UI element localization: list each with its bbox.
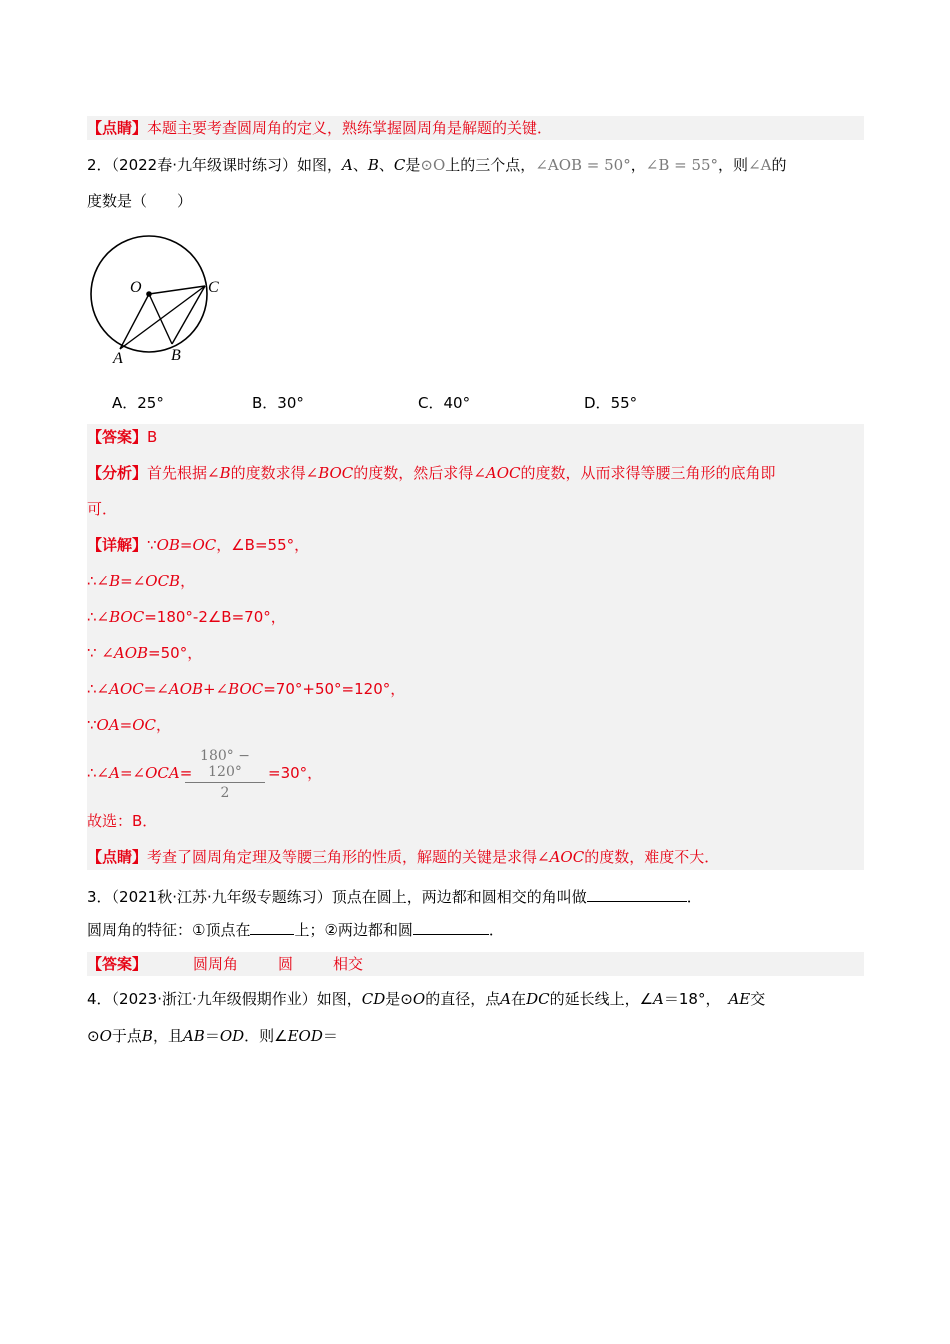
dianjing-expr: ∠AOC (537, 848, 585, 866)
q4-var: A (653, 990, 664, 1008)
q4-text: ，且 (152, 1027, 183, 1045)
q4-text: ＝ (204, 1027, 220, 1045)
blank-2[interactable] (250, 918, 294, 935)
option-value: 55° (610, 394, 638, 412)
q3-text: 顶点在圆上，两边都和圆相交的角叫做 (331, 888, 587, 906)
q2-analysis-line2: 可． (87, 500, 118, 518)
q3-number: 3． (87, 888, 112, 906)
detail-post: =50°， (148, 644, 203, 662)
q4-text: 交 (750, 990, 766, 1008)
analysis-text: 的度数，从而求得等腰三角形的底角即 (520, 464, 776, 482)
q2-var-c: C (393, 156, 406, 174)
q4-var: O (99, 1027, 112, 1045)
detail-post: ， (156, 716, 172, 734)
q2-sep: ， (630, 156, 646, 174)
q2-text: 的 (771, 156, 787, 174)
detail-pre: ∵ (87, 716, 97, 734)
q2-answer (87, 426, 157, 448)
label-o: O (130, 279, 142, 296)
dianjing-text: 的度数，难度不大． (584, 848, 720, 866)
q4-var: OD (219, 1027, 245, 1045)
q2-text: 上的三个点， (445, 156, 536, 174)
detail-expr: OB=OC (156, 536, 217, 554)
q2-text: ，则 (718, 156, 749, 174)
segment-bc (172, 286, 205, 344)
center-point (146, 291, 152, 297)
q4-text: 于点 (111, 1027, 142, 1045)
label-a: A (113, 350, 123, 367)
detail-expr: OA=OC (96, 716, 157, 734)
option-letter: C． (418, 394, 444, 412)
segment-oa (120, 294, 149, 349)
detail-expr: ∠A=∠OCA (96, 764, 180, 782)
detail-post: ， (180, 572, 196, 590)
q4-number: 4． (87, 990, 112, 1008)
q4-var: B (141, 1027, 153, 1045)
dianjing-tag: 【点睛】 (87, 848, 148, 866)
detail-pre: ∴ (87, 608, 97, 626)
q4-text: 是⊙ (385, 990, 413, 1008)
detail-pre: ∴ (87, 572, 97, 590)
q2-sep: 、 (352, 156, 368, 174)
fraction (185, 748, 265, 801)
q2-solution-shade (87, 424, 864, 870)
q2-detail-line4 (87, 642, 202, 664)
q2-detail-line3 (87, 606, 286, 628)
q2-var-b: B (367, 156, 379, 174)
label-b: B (171, 347, 181, 364)
analysis-expr: ∠BOC (305, 464, 354, 482)
q4-text: ＝18°， (663, 990, 721, 1008)
detail-pre: ∴ (87, 764, 97, 782)
option-letter: A． (112, 394, 138, 412)
q2-detail-line6 (87, 714, 171, 736)
q3-text: 圆周角的特征：①顶点在 (87, 921, 251, 939)
detail-post: ，∠B=55°， (216, 536, 310, 554)
q2-var-a: A (342, 156, 353, 174)
detail-post: =70°+50°=120°， (263, 680, 406, 698)
q3-answer (87, 953, 363, 975)
q2-ask-angle: ∠A (748, 156, 772, 174)
q2-stem-line1 (87, 154, 786, 176)
option-letter: B． (252, 394, 278, 412)
q4-text: 的直径，点 (425, 990, 501, 1008)
q4-var: AB (182, 1027, 205, 1045)
analysis-expr: ∠B (207, 464, 231, 482)
detail-pre: ∵ (87, 644, 102, 662)
option-c (418, 392, 470, 413)
label-c: C (208, 279, 219, 296)
option-value: 30° (277, 394, 304, 412)
option-value: 25° (137, 394, 164, 412)
fraction-bar (185, 782, 265, 783)
q2-circle-o: ⊙O (420, 156, 446, 174)
q4-text: ．则∠ (244, 1027, 288, 1045)
analysis-text: 的度数求得 (230, 464, 306, 482)
analysis-expr: ∠AOC (473, 464, 521, 482)
q2-analysis-line1 (87, 462, 776, 484)
q4-var: O (412, 990, 426, 1008)
q2-detail-final (87, 762, 192, 784)
q3-source: （2021秋·江苏·九年级专题练习） (111, 888, 332, 906)
q4-var: A (500, 990, 512, 1008)
q2-circle-figure (80, 230, 230, 370)
q4-text: 如图， (316, 990, 362, 1008)
detail-pre: ∵ (147, 536, 157, 554)
q4-stem-line1 (87, 988, 765, 1010)
q4-text: 在 (511, 990, 527, 1008)
detail-expr: ∠AOB (101, 644, 149, 662)
answer-value: B (147, 428, 158, 446)
blank-1[interactable] (587, 885, 687, 902)
q4-var: DC (526, 990, 550, 1008)
q2-choose: 故选：B． (87, 812, 158, 830)
option-d (584, 392, 637, 413)
answer-1: 圆周角 (193, 955, 239, 973)
q2-text: 是 (405, 156, 421, 174)
q2-text: 如图， (297, 156, 343, 174)
detail-pre: ∴ (87, 680, 97, 698)
dianjing-text: 本题主要考查圆周角的定义，熟练掌握圆周角是解题的关键． (147, 119, 553, 137)
detail-post: =180°-2∠B=70°， (144, 608, 286, 626)
q4-var: CD (361, 990, 386, 1008)
q3-end: ． (488, 921, 504, 939)
detail-expr: ∠AOC=∠AOB+∠BOC (96, 680, 264, 698)
q2-number: 2． (87, 156, 112, 174)
option-a (112, 392, 164, 413)
q2-dianjing (87, 846, 719, 868)
q2-detail-line5 (87, 678, 405, 700)
q4-var: AE (728, 990, 751, 1008)
q3-text: 上；②两边都和圆 (294, 921, 413, 939)
q4-var: EOD (287, 1027, 323, 1045)
q4-text: ⊙ (87, 1027, 100, 1045)
q2-cond-b: ∠B = 55° (645, 156, 719, 174)
q3-stem-line2 (87, 918, 504, 941)
analysis-text: 首先根据 (147, 464, 208, 482)
option-b (252, 392, 304, 413)
answer-3: 相交 (333, 955, 364, 973)
q2-sep: 、 (378, 156, 394, 174)
q2-source: （2022春·九年级课时练习） (111, 156, 297, 174)
detail-expr: ∠BOC (96, 608, 145, 626)
q4-source: （2023·浙江·九年级假期作业） (111, 990, 317, 1008)
answer-tag: 【答案】 (87, 955, 148, 973)
option-letter: D． (584, 394, 611, 412)
fraction-numerator: 180° − 120° (200, 748, 250, 780)
q4-stem-line2 (87, 1025, 338, 1047)
q3-stem-line1 (87, 885, 702, 908)
q2-detail-line2 (87, 570, 195, 592)
dianjing-1 (87, 117, 552, 139)
dianjing-text: 考查了圆周角定理及等腰三角形的性质，解题的关键是求得 (147, 848, 538, 866)
dianjing-tag: 【点睛】 (87, 119, 148, 137)
detail-eq: = (179, 764, 193, 782)
fraction-denominator: 2 (220, 785, 230, 801)
q3-end: ． (686, 888, 702, 906)
answer-tag: 【答案】 (87, 428, 148, 446)
analysis-tag: 【分析】 (87, 464, 148, 482)
analysis-text: 的度数，然后求得 (353, 464, 474, 482)
option-value: 40° (443, 394, 471, 412)
detail-expr: ∠B=∠OCB (96, 572, 181, 590)
q4-text: ＝ (322, 1027, 338, 1045)
q2-detail-final-result: =30°， (268, 764, 323, 782)
q2-cond-aob: ∠AOB = 50° (535, 156, 631, 174)
blank-3[interactable] (413, 918, 489, 935)
detail-tag: 【详解】 (87, 536, 148, 554)
answer-2: 圆 (278, 955, 294, 973)
q4-text: 的延长线上，∠ (549, 990, 654, 1008)
q2-stem-line2: 度数是（ ） (87, 192, 193, 210)
q2-detail-line1 (87, 534, 309, 556)
